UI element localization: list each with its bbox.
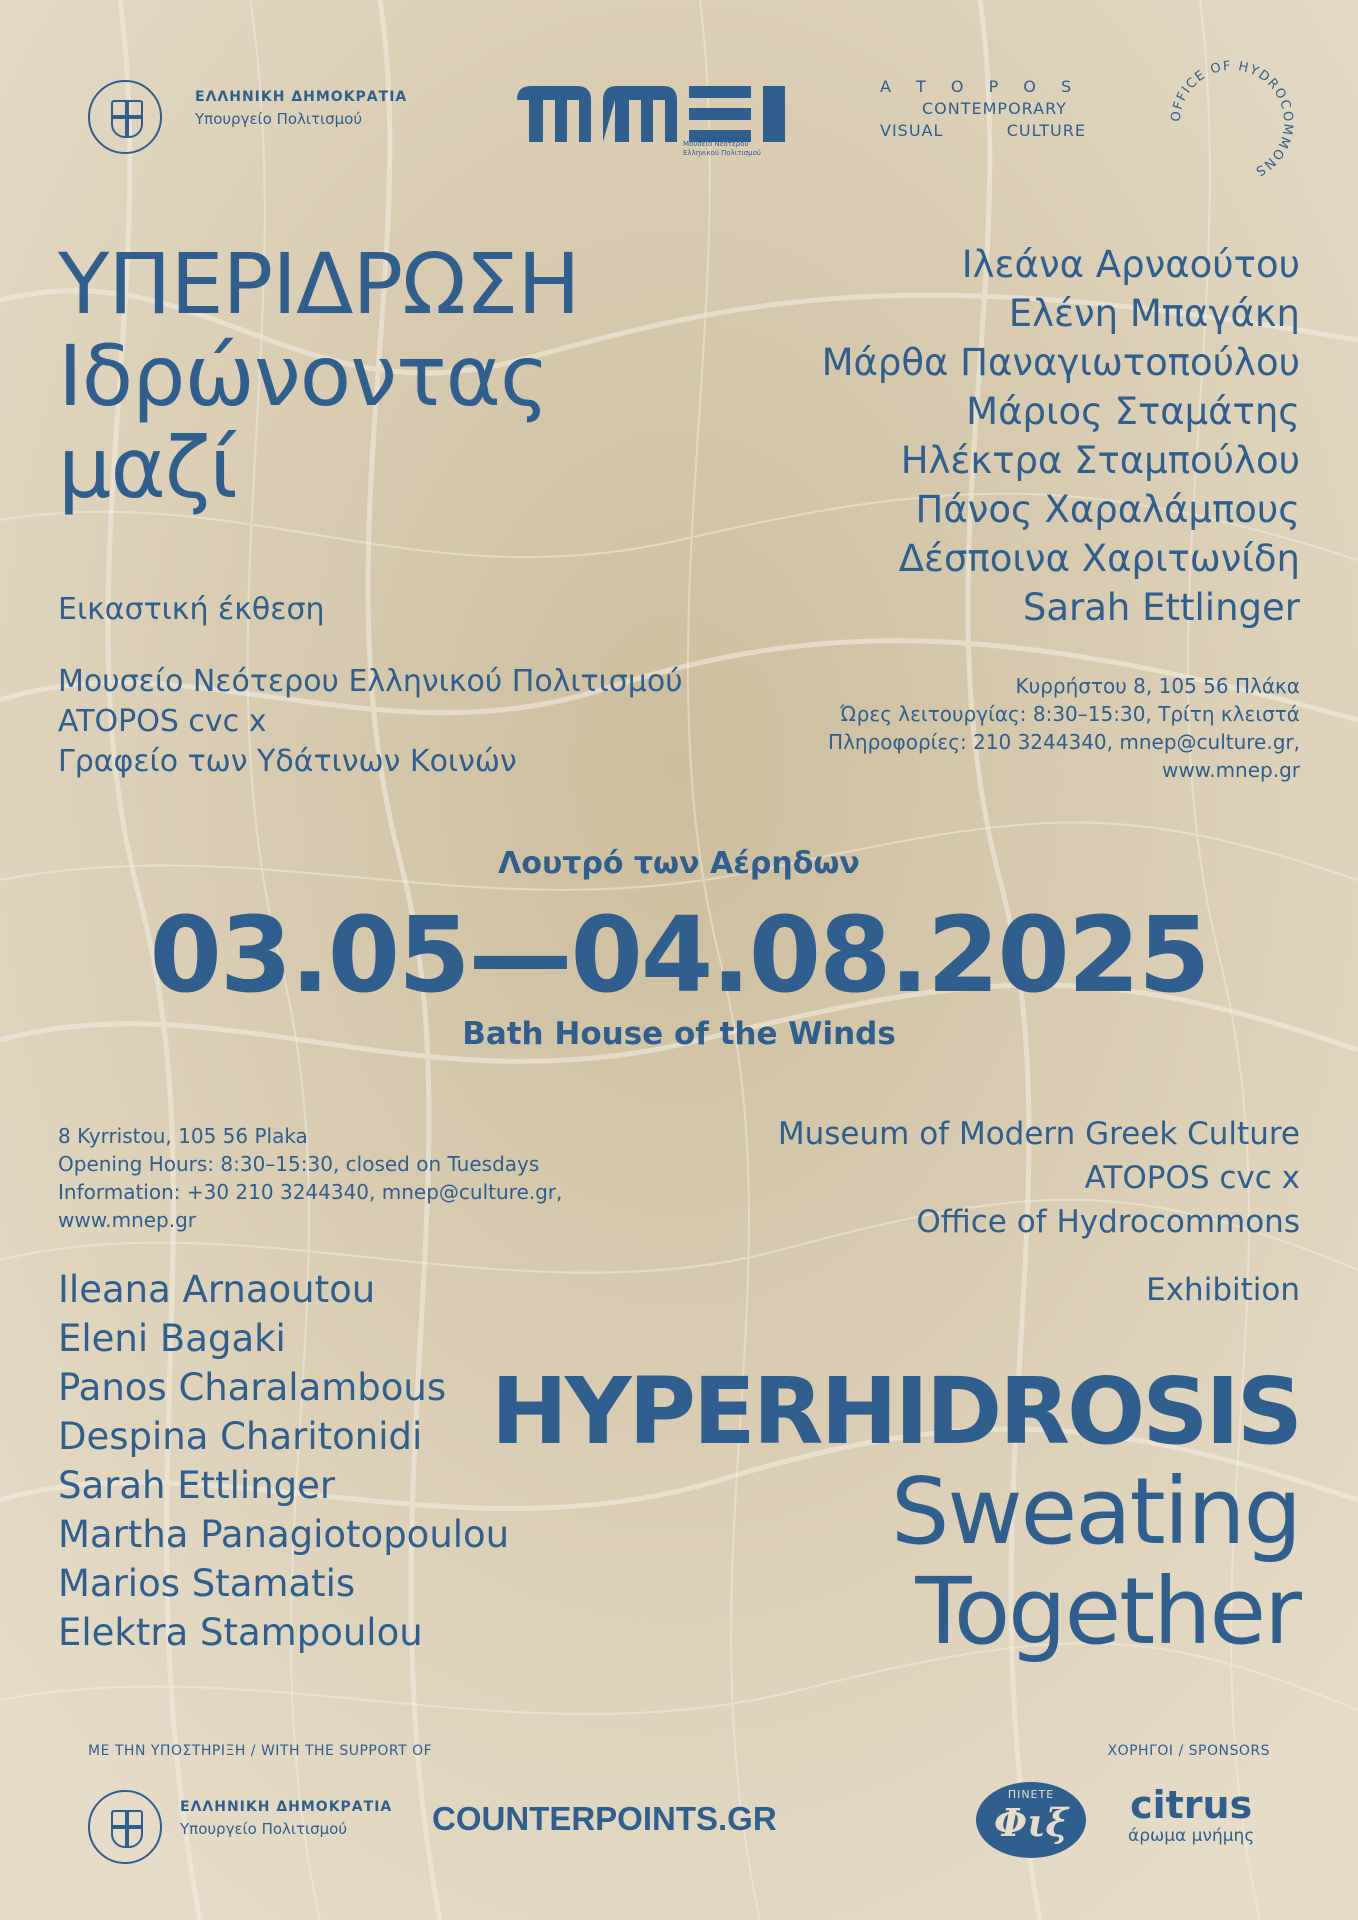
english-organizers bbox=[778, 1112, 1300, 1244]
info-line: www.mnep.gr bbox=[58, 1208, 197, 1232]
citrus-logo-sub: άρωμα μνήμης bbox=[1128, 1826, 1255, 1846]
greek-emblem-icon bbox=[88, 80, 162, 154]
info-line: Information: +30 210 3244340, mnep@culture.gr, bbox=[58, 1180, 563, 1204]
info-line: www.mnep.gr bbox=[1161, 758, 1300, 782]
counterpoints-logo: COUNTERPOINTS.GR bbox=[432, 1800, 777, 1837]
artist-name: Μάριος Σταμάτης bbox=[966, 390, 1300, 433]
english-info bbox=[58, 1122, 562, 1234]
greek-title bbox=[58, 235, 580, 517]
organizer-line: Office of Hydrocommons bbox=[916, 1204, 1300, 1240]
artist-name: Elektra Stampoulou bbox=[58, 1611, 423, 1654]
ministry-line2: Υπουργείο Πολιτισμού bbox=[180, 1820, 347, 1838]
english-title-line3: Together bbox=[915, 1558, 1300, 1665]
greek-venue: Λουτρό των Αέρηδων bbox=[498, 846, 860, 881]
mnep-caption-line2: Ελληνικού Πολιτισμού bbox=[683, 149, 761, 157]
greek-title-line1: ΥΠΕΡΙΔΡΩΣΗ bbox=[58, 235, 580, 333]
info-line: Κυρρήστου 8, 105 56 Πλάκα bbox=[1015, 674, 1300, 698]
atopos-line1: A T O P O S bbox=[880, 77, 1082, 96]
greek-emblem-icon bbox=[88, 1790, 162, 1864]
support-label: ΜΕ ΤΗΝ ΥΠΟΣΤΗΡΙΞΗ / WITH THE SUPPORT OF bbox=[88, 1743, 433, 1759]
greek-title-line2: Ιδρώνοντας bbox=[58, 327, 549, 425]
greek-title-line3: μαζί bbox=[58, 419, 237, 517]
artist-name: Panos Charalambous bbox=[58, 1366, 447, 1409]
organizer-line: Museum of Modern Greek Culture bbox=[777, 1116, 1300, 1152]
organizer-line: Μουσείο Νεότερου Ελληνικού Πολιτισμού bbox=[58, 664, 683, 699]
atopos-line2: CONTEMPORARY bbox=[922, 99, 1067, 118]
mnep-logo bbox=[515, 82, 790, 167]
fix-logo-small: ΠΙΝΕΤΕ bbox=[1007, 1788, 1055, 1801]
info-line: Ώρες λειτουργίας: 8:30–15:30, Τρίτη κλειστά bbox=[840, 702, 1300, 726]
organizer-line: ATOPOS cvc x bbox=[58, 704, 267, 739]
ministry-line1: ΕΛΛΗΝΙΚΗ ΔΗΜΟΚΡΑΤΙΑ bbox=[180, 1799, 393, 1815]
exhibition-dates: 03.05—04.08.2025 bbox=[149, 894, 1209, 1016]
ministry-line1: ΕΛΛΗΝΙΚΗ ΔΗΜΟΚΡΑΤΙΑ bbox=[195, 89, 408, 105]
greek-info bbox=[828, 672, 1300, 784]
info-line: Πληροφορίες: 210 3244340, mnep@culture.gr, bbox=[828, 730, 1300, 754]
mnep-logo-mark bbox=[515, 82, 790, 144]
artist-name: Μάρθα Παναγιωτοπούλου bbox=[821, 341, 1300, 384]
artist-name: Δέσποινα Χαριτωνίδη bbox=[898, 537, 1300, 580]
citrus-logo bbox=[1128, 1784, 1254, 1846]
english-title-line2: Sweating bbox=[891, 1458, 1300, 1565]
fix-logo-main: Φιξ bbox=[994, 1800, 1068, 1845]
artist-name: Martha Panagiotopoulou bbox=[58, 1513, 510, 1556]
artist-name: Marios Stamatis bbox=[58, 1562, 356, 1605]
artist-name: Ileana Arnaoutou bbox=[58, 1268, 376, 1311]
artist-name: Despina Charitonidi bbox=[58, 1415, 423, 1458]
artist-name: Πάνος Χαραλάμπους bbox=[915, 488, 1300, 531]
organizer-line: Γραφείο των Υδάτινων Κοινών bbox=[58, 744, 517, 779]
organizer-line: ATOPOS cvc x bbox=[1084, 1160, 1300, 1196]
hydrocommons-circle-text: OFFICE OF HYDROCOMMONS bbox=[1168, 58, 1296, 180]
english-title bbox=[490, 1358, 1300, 1665]
info-line: Opening Hours: 8:30–15:30, closed on Tuesdays bbox=[58, 1152, 540, 1176]
english-venue: Bath House of the Winds bbox=[462, 1016, 896, 1052]
footer-ministry-logo-text bbox=[180, 1796, 392, 1840]
artist-name: Sarah Ettlinger bbox=[1022, 586, 1300, 629]
mnep-caption-line1: Μουσείο Νεότερου bbox=[683, 140, 749, 148]
artist-name: Ιλεάνα Αρναούτου bbox=[961, 243, 1300, 286]
english-title-line1: HYPERHIDROSIS bbox=[490, 1358, 1300, 1465]
greek-organizers bbox=[58, 662, 683, 782]
ministry-logo-text bbox=[195, 86, 407, 130]
hydrocommons-logo bbox=[1162, 52, 1302, 192]
greek-artists-list bbox=[822, 240, 1300, 632]
english-exhibition-type: Exhibition bbox=[1146, 1272, 1300, 1308]
english-artists-list bbox=[58, 1265, 509, 1657]
artist-name: Eleni Bagaki bbox=[58, 1317, 286, 1360]
atopos-line3-right: CULTURE bbox=[1006, 121, 1086, 140]
fix-logo bbox=[976, 1782, 1086, 1858]
artist-name: Ελένη Μπαγάκη bbox=[1008, 292, 1300, 335]
greek-exhibition-type: Εικαστική έκθεση bbox=[58, 592, 325, 627]
atopos-line3-left: VISUAL bbox=[880, 121, 944, 140]
citrus-logo-main: citrus bbox=[1130, 1783, 1253, 1827]
atopos-logo bbox=[880, 76, 1090, 142]
artist-name: Ηλέκτρα Σταμπούλου bbox=[900, 439, 1300, 482]
sponsors-label: ΧΟΡΗΓΟΙ / SPONSORS bbox=[1107, 1743, 1270, 1759]
artist-name: Sarah Ettlinger bbox=[58, 1464, 336, 1507]
info-line: 8 Kyrristou, 105 56 Plaka bbox=[58, 1124, 308, 1148]
svg-text:OFFICE OF HYDROCOMMONS bbox=[1169, 59, 1296, 179]
ministry-line2: Υπουργείο Πολιτισμού bbox=[195, 110, 362, 128]
